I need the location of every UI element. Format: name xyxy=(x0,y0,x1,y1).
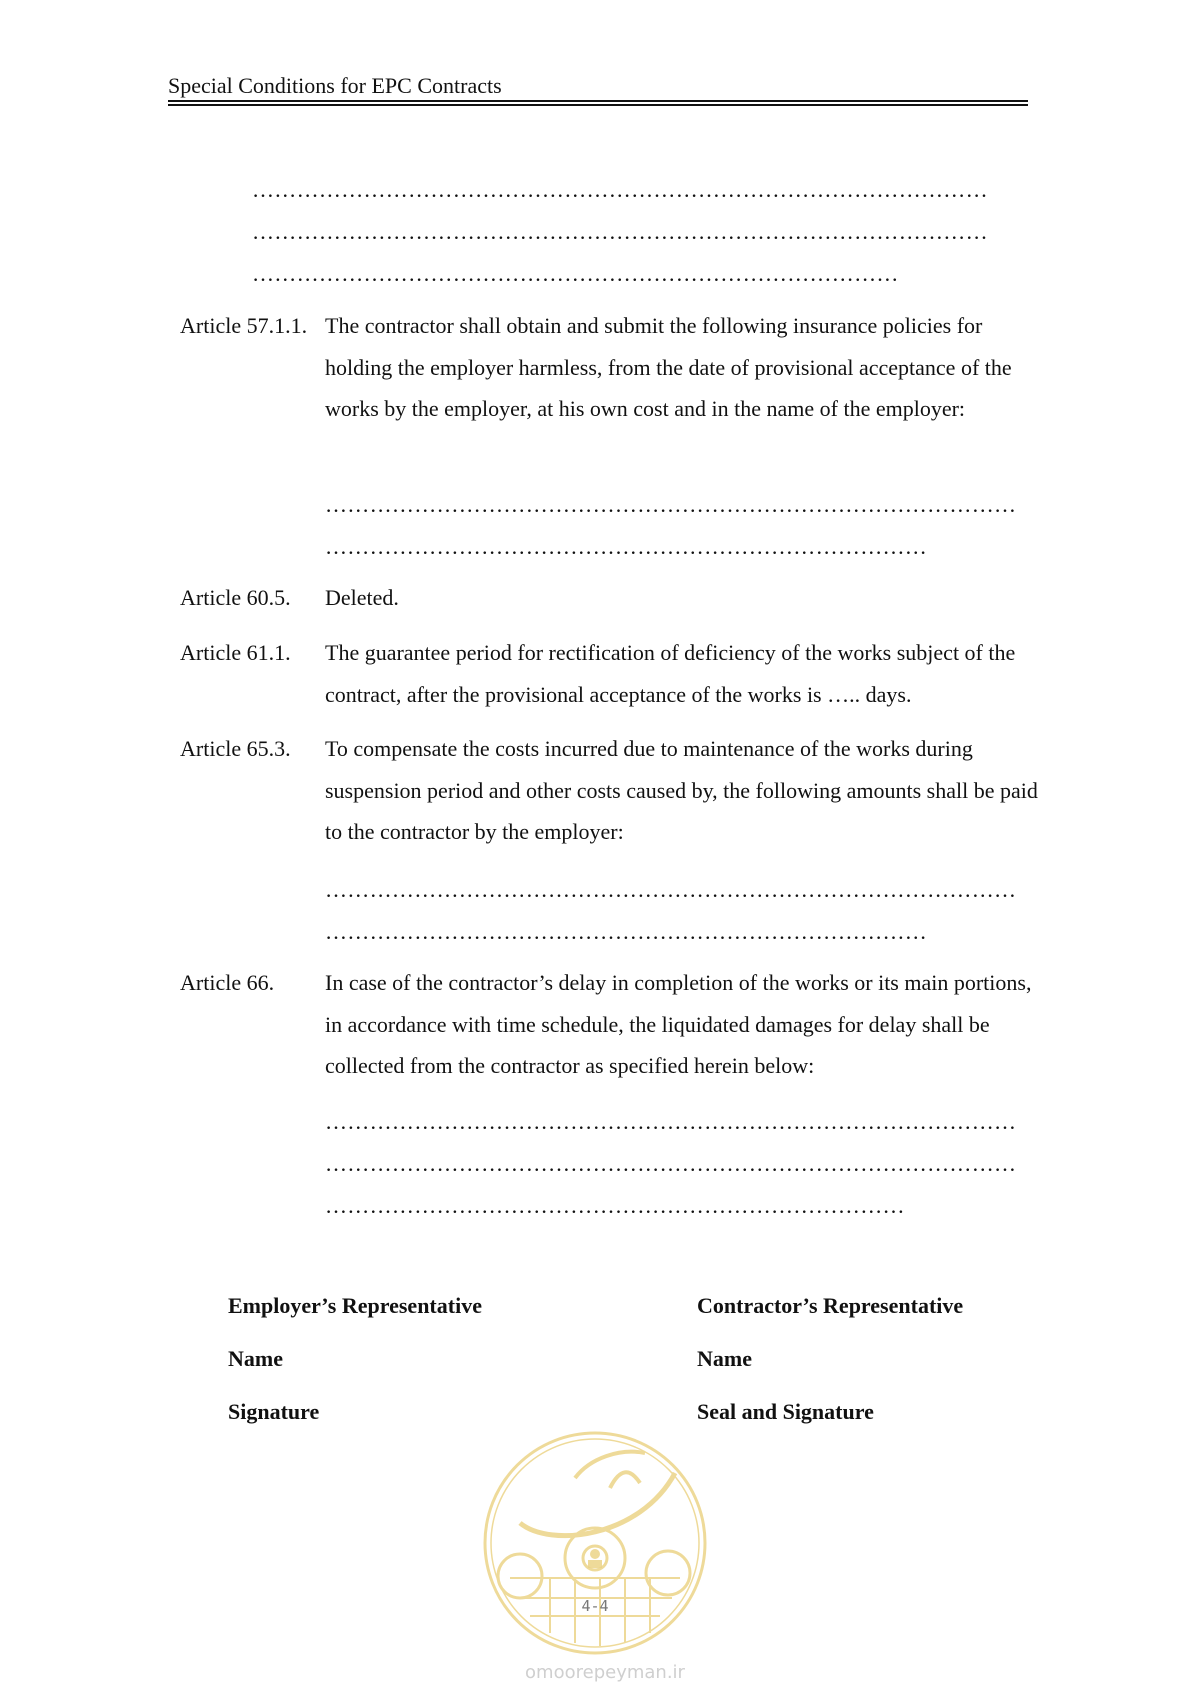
employer-representative-heading: Employer’s Representative xyxy=(228,1293,482,1318)
dotted-fill-line: ……………………………………………………………………………………… xyxy=(252,220,988,244)
dotted-fill-line: ………………………………………………………………………………… xyxy=(325,1152,1017,1176)
dotted-fill-line: ………………………………………………………………………………… xyxy=(325,878,1017,902)
page-header-title: Special Conditions for EPC Contracts xyxy=(168,73,502,98)
watermark-logo xyxy=(480,1428,710,1658)
dotted-fill-line: ……………………………………………………………………… xyxy=(325,535,928,559)
contractor-seal-signature-label: Seal and Signature xyxy=(697,1399,874,1424)
contractor-name-label: Name xyxy=(697,1346,752,1371)
article-65-3-text: To compensate the costs incurred due to maintenance of the works during suspension period and other costs caused by, the following amounts shall be paid to the contractor by the employer: xyxy=(325,736,1038,844)
dotted-fill-line: ………………………………………………………………………………… xyxy=(325,493,1017,517)
dotted-fill-line: ……………………………………………………………………… xyxy=(325,920,928,944)
article-61-1-label: Article 61.1. xyxy=(180,640,291,665)
header-double-rule xyxy=(168,100,1028,106)
dotted-fill-line: ………………………………………………………………………………… xyxy=(325,1110,1017,1134)
article-60-5-label: Article 60.5. xyxy=(180,585,291,610)
dotted-fill-line: …………………………………………………………………………… xyxy=(252,262,899,286)
article-60-5-text: Deleted. xyxy=(325,585,399,610)
article-66-label: Article 66. xyxy=(180,970,275,995)
employer-signature-label: Signature xyxy=(228,1399,320,1424)
article-57-1-1-text: The contractor shall obtain and submit the following insurance policies for holding the employer harmless, from the date of provisional acceptance of the works by the employer, at his own cost and in the name of the employer: xyxy=(325,313,1012,421)
page-number: 4-4 xyxy=(581,1597,609,1615)
employer-name-label: Name xyxy=(228,1346,283,1371)
article-65-3-label: Article 65.3. xyxy=(180,736,291,761)
contractor-representative-heading: Contractor’s Representative xyxy=(697,1293,964,1318)
article-66-text: In case of the contractor’s delay in completion of the works or its main portions, in accordance with time schedule, the liquidated damages for delay shall be collected from the contractor as specified herein below: xyxy=(325,970,1032,1078)
watermark-url: omoorepeyman.ir xyxy=(525,1662,685,1683)
dotted-fill-line: …………………………………………………………………… xyxy=(325,1194,905,1218)
dotted-fill-line: ……………………………………………………………………………………… xyxy=(252,178,988,202)
article-61-1-text: The guarantee period for rectification of deficiency of the works subject of the contract, after the provisional acceptance of the works is ….. days. xyxy=(325,640,1016,707)
article-57-1-1-label: Article 57.1.1. xyxy=(180,313,308,338)
